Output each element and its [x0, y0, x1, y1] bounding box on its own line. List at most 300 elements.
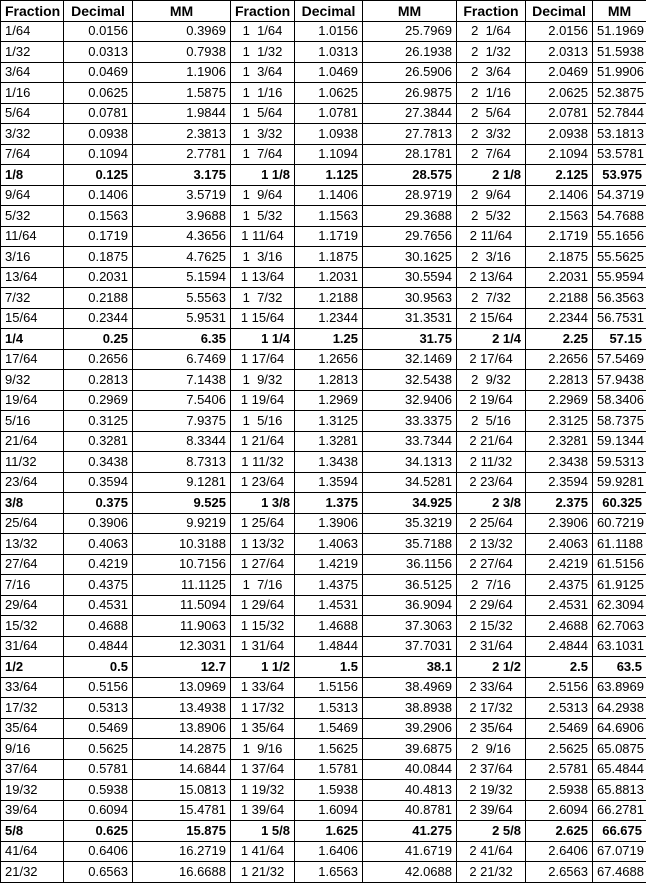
cell-decimal: 1.2656 [295, 349, 363, 370]
table-row [1, 800, 646, 821]
cell-mm: 4.7625 [133, 247, 231, 268]
cell-fraction: 2 5/64 [457, 103, 526, 124]
cell-fraction: 17/32 [1, 698, 64, 719]
cell-fraction: 1 11/32 [231, 452, 295, 473]
cell-fraction: 2 7/32 [457, 288, 526, 309]
cell-mm: 52.3875 [593, 83, 646, 104]
cell-decimal: 0.4375 [64, 575, 133, 596]
cell-decimal: 2.0313 [526, 42, 593, 63]
cell-fraction: 2 9/32 [457, 370, 526, 391]
cell-mm: 66.675 [593, 821, 646, 842]
cell-fraction: 1 1/2 [231, 657, 295, 678]
cell-fraction: 1 5/16 [231, 411, 295, 432]
cell-mm: 34.5281 [363, 472, 457, 493]
cell-fraction: 2 13/64 [457, 267, 526, 288]
cell-fraction: 1/8 [1, 165, 64, 186]
table-row [1, 554, 646, 575]
cell-fraction: 2 19/32 [457, 780, 526, 801]
cell-fraction: 9/64 [1, 185, 64, 206]
cell-mm: 37.7031 [363, 636, 457, 657]
cell-fraction: 19/64 [1, 390, 64, 411]
cell-fraction: 2 13/32 [457, 534, 526, 555]
cell-decimal: 2.0156 [526, 21, 593, 42]
cell-fraction: 1 23/64 [231, 472, 295, 493]
cell-decimal: 0.4531 [64, 595, 133, 616]
cell-mm: 59.5313 [593, 452, 646, 473]
cell-mm: 37.3063 [363, 616, 457, 637]
cell-decimal: 1.0938 [295, 124, 363, 145]
cell-mm: 58.7375 [593, 411, 646, 432]
cell-decimal: 0.0938 [64, 124, 133, 145]
cell-fraction: 1 7/16 [231, 575, 295, 596]
cell-decimal: 0.0469 [64, 62, 133, 83]
cell-fraction: 21/64 [1, 431, 64, 452]
cell-mm: 57.5469 [593, 349, 646, 370]
cell-mm: 34.1313 [363, 452, 457, 473]
cell-fraction: 1 3/64 [231, 62, 295, 83]
cell-mm: 61.1188 [593, 534, 646, 555]
header-row [1, 1, 646, 22]
cell-decimal: 2.1406 [526, 185, 593, 206]
cell-decimal: 0.1563 [64, 206, 133, 227]
cell-fraction: 1 9/32 [231, 370, 295, 391]
cell-decimal: 1.3906 [295, 513, 363, 534]
cell-fraction: 2 3/16 [457, 247, 526, 268]
cell-decimal: 1.0313 [295, 42, 363, 63]
cell-fraction: 1 29/64 [231, 595, 295, 616]
cell-mm: 62.7063 [593, 616, 646, 637]
cell-mm: 14.6844 [133, 759, 231, 780]
cell-mm: 33.7344 [363, 431, 457, 452]
cell-mm: 9.1281 [133, 472, 231, 493]
cell-mm: 40.4813 [363, 780, 457, 801]
cell-mm: 64.2938 [593, 698, 646, 719]
header-mm: MM [593, 1, 646, 22]
cell-mm: 11.1125 [133, 575, 231, 596]
cell-mm: 12.3031 [133, 636, 231, 657]
cell-fraction: 1 33/64 [231, 677, 295, 698]
cell-mm: 28.1781 [363, 144, 457, 165]
table-row [1, 83, 646, 104]
cell-decimal: 2.3281 [526, 431, 593, 452]
cell-fraction: 37/64 [1, 759, 64, 780]
cell-mm: 34.925 [363, 493, 457, 514]
cell-mm: 56.3563 [593, 288, 646, 309]
cell-decimal: 0.5156 [64, 677, 133, 698]
cell-fraction: 1 1/64 [231, 21, 295, 42]
cell-fraction: 15/64 [1, 308, 64, 329]
cell-mm: 30.9563 [363, 288, 457, 309]
cell-decimal: 0.1719 [64, 226, 133, 247]
cell-decimal: 0.3438 [64, 452, 133, 473]
cell-decimal: 1.3594 [295, 472, 363, 493]
cell-fraction: 1 19/32 [231, 780, 295, 801]
cell-mm: 61.5156 [593, 554, 646, 575]
cell-mm: 27.3844 [363, 103, 457, 124]
cell-decimal: 1.4531 [295, 595, 363, 616]
cell-mm: 51.9906 [593, 62, 646, 83]
cell-decimal: 0.0156 [64, 21, 133, 42]
cell-fraction: 1/2 [1, 657, 64, 678]
cell-fraction: 2 31/64 [457, 636, 526, 657]
table-row [1, 267, 646, 288]
cell-mm: 26.9875 [363, 83, 457, 104]
cell-fraction: 2 1/64 [457, 21, 526, 42]
table-row [1, 821, 646, 842]
cell-decimal: 2.1563 [526, 206, 593, 227]
cell-decimal: 2.4688 [526, 616, 593, 637]
cell-mm: 53.975 [593, 165, 646, 186]
cell-fraction: 2 25/64 [457, 513, 526, 534]
cell-mm: 54.7688 [593, 206, 646, 227]
cell-fraction: 1/4 [1, 329, 64, 350]
cell-decimal: 0.4063 [64, 534, 133, 555]
table-row [1, 595, 646, 616]
cell-decimal: 1.4688 [295, 616, 363, 637]
cell-fraction: 1 17/32 [231, 698, 295, 719]
cell-decimal: 1.0156 [295, 21, 363, 42]
cell-mm: 65.8813 [593, 780, 646, 801]
cell-mm: 32.1469 [363, 349, 457, 370]
table-row [1, 144, 646, 165]
cell-mm: 51.1969 [593, 21, 646, 42]
cell-mm: 66.2781 [593, 800, 646, 821]
table-body [1, 21, 646, 882]
cell-fraction: 1 3/16 [231, 247, 295, 268]
table-row [1, 103, 646, 124]
table-row [1, 677, 646, 698]
cell-fraction: 19/32 [1, 780, 64, 801]
cell-decimal: 0.2813 [64, 370, 133, 391]
header-fraction: Fraction [231, 1, 295, 22]
cell-mm: 0.7938 [133, 42, 231, 63]
cell-fraction: 2 1/2 [457, 657, 526, 678]
cell-mm: 8.7313 [133, 452, 231, 473]
cell-mm: 9.9219 [133, 513, 231, 534]
cell-mm: 16.2719 [133, 841, 231, 862]
cell-decimal: 2.2188 [526, 288, 593, 309]
cell-fraction: 2 9/16 [457, 739, 526, 760]
cell-mm: 6.7469 [133, 349, 231, 370]
cell-fraction: 2 41/64 [457, 841, 526, 862]
cell-mm: 7.1438 [133, 370, 231, 391]
cell-mm: 33.3375 [363, 411, 457, 432]
cell-fraction: 11/32 [1, 452, 64, 473]
table-row [1, 657, 646, 678]
cell-fraction: 17/64 [1, 349, 64, 370]
cell-fraction: 2 17/64 [457, 349, 526, 370]
cell-decimal: 1.0625 [295, 83, 363, 104]
cell-mm: 53.1813 [593, 124, 646, 145]
cell-fraction: 2 3/8 [457, 493, 526, 514]
cell-fraction: 1 31/64 [231, 636, 295, 657]
cell-decimal: 1.3125 [295, 411, 363, 432]
cell-decimal: 0.125 [64, 165, 133, 186]
cell-fraction: 1 1/8 [231, 165, 295, 186]
cell-decimal: 2.1094 [526, 144, 593, 165]
cell-decimal: 1.0469 [295, 62, 363, 83]
cell-mm: 54.3719 [593, 185, 646, 206]
cell-fraction: 2 1/16 [457, 83, 526, 104]
cell-mm: 9.525 [133, 493, 231, 514]
cell-decimal: 1.6406 [295, 841, 363, 862]
cell-fraction: 2 5/32 [457, 206, 526, 227]
cell-fraction: 1/16 [1, 83, 64, 104]
cell-fraction: 11/64 [1, 226, 64, 247]
cell-fraction: 3/8 [1, 493, 64, 514]
cell-fraction: 2 35/64 [457, 718, 526, 739]
table-row [1, 862, 646, 883]
cell-fraction: 2 17/32 [457, 698, 526, 719]
cell-mm: 59.1344 [593, 431, 646, 452]
cell-fraction: 2 1/8 [457, 165, 526, 186]
cell-decimal: 1.1719 [295, 226, 363, 247]
cell-decimal: 2.375 [526, 493, 593, 514]
cell-fraction: 25/64 [1, 513, 64, 534]
cell-fraction: 9/16 [1, 739, 64, 760]
table-row [1, 124, 646, 145]
cell-decimal: 0.3906 [64, 513, 133, 534]
cell-mm: 13.0969 [133, 677, 231, 698]
table-row [1, 185, 646, 206]
cell-fraction: 1 11/64 [231, 226, 295, 247]
cell-decimal: 0.2188 [64, 288, 133, 309]
cell-decimal: 2.5469 [526, 718, 593, 739]
cell-mm: 61.9125 [593, 575, 646, 596]
cell-fraction: 2 7/16 [457, 575, 526, 596]
table-row [1, 62, 646, 83]
cell-mm: 27.7813 [363, 124, 457, 145]
cell-mm: 40.0844 [363, 759, 457, 780]
cell-mm: 39.2906 [363, 718, 457, 739]
cell-fraction: 1 25/64 [231, 513, 295, 534]
cell-mm: 52.7844 [593, 103, 646, 124]
cell-mm: 59.9281 [593, 472, 646, 493]
cell-mm: 16.6688 [133, 862, 231, 883]
cell-decimal: 2.6094 [526, 800, 593, 821]
cell-mm: 1.5875 [133, 83, 231, 104]
table-row [1, 780, 646, 801]
cell-fraction: 5/32 [1, 206, 64, 227]
cell-mm: 55.5625 [593, 247, 646, 268]
cell-decimal: 1.3281 [295, 431, 363, 452]
cell-mm: 39.6875 [363, 739, 457, 760]
cell-mm: 7.5406 [133, 390, 231, 411]
table-row [1, 390, 646, 411]
cell-decimal: 0.4688 [64, 616, 133, 637]
cell-mm: 11.5094 [133, 595, 231, 616]
cell-decimal: 2.1875 [526, 247, 593, 268]
cell-decimal: 2.2813 [526, 370, 593, 391]
table-row [1, 288, 646, 309]
cell-fraction: 1 19/64 [231, 390, 295, 411]
cell-mm: 41.275 [363, 821, 457, 842]
cell-decimal: 2.2031 [526, 267, 593, 288]
cell-decimal: 0.6563 [64, 862, 133, 883]
cell-decimal: 1.6563 [295, 862, 363, 883]
cell-decimal: 0.3125 [64, 411, 133, 432]
cell-mm: 30.1625 [363, 247, 457, 268]
cell-mm: 5.1594 [133, 267, 231, 288]
cell-mm: 65.4844 [593, 759, 646, 780]
cell-decimal: 1.375 [295, 493, 363, 514]
cell-mm: 14.2875 [133, 739, 231, 760]
cell-decimal: 2.0469 [526, 62, 593, 83]
cell-decimal: 0.6406 [64, 841, 133, 862]
cell-decimal: 2.1719 [526, 226, 593, 247]
table-row [1, 575, 646, 596]
cell-mm: 31.3531 [363, 308, 457, 329]
cell-decimal: 2.5938 [526, 780, 593, 801]
table-row [1, 411, 646, 432]
cell-fraction: 1 15/32 [231, 616, 295, 637]
cell-decimal: 1.4844 [295, 636, 363, 657]
cell-fraction: 1 3/32 [231, 124, 295, 145]
cell-mm: 5.5563 [133, 288, 231, 309]
cell-mm: 36.9094 [363, 595, 457, 616]
cell-decimal: 1.2031 [295, 267, 363, 288]
cell-mm: 36.1156 [363, 554, 457, 575]
cell-fraction: 41/64 [1, 841, 64, 862]
cell-mm: 7.9375 [133, 411, 231, 432]
table-row [1, 42, 646, 63]
cell-decimal: 2.3125 [526, 411, 593, 432]
table-row [1, 616, 646, 637]
cell-fraction: 2 9/64 [457, 185, 526, 206]
cell-fraction: 7/16 [1, 575, 64, 596]
cell-mm: 13.4938 [133, 698, 231, 719]
header-decimal: Decimal [526, 1, 593, 22]
cell-decimal: 2.2656 [526, 349, 593, 370]
cell-fraction: 23/64 [1, 472, 64, 493]
cell-decimal: 1.5625 [295, 739, 363, 760]
cell-decimal: 0.4844 [64, 636, 133, 657]
header-decimal: Decimal [64, 1, 133, 22]
cell-fraction: 2 33/64 [457, 677, 526, 698]
cell-decimal: 2.625 [526, 821, 593, 842]
cell-decimal: 2.6406 [526, 841, 593, 862]
table-row [1, 718, 646, 739]
cell-mm: 41.6719 [363, 841, 457, 862]
cell-decimal: 1.4063 [295, 534, 363, 555]
cell-mm: 38.4969 [363, 677, 457, 698]
cell-decimal: 1.2344 [295, 308, 363, 329]
cell-mm: 35.7188 [363, 534, 457, 555]
cell-mm: 30.5594 [363, 267, 457, 288]
cell-decimal: 0.5313 [64, 698, 133, 719]
cell-decimal: 1.1406 [295, 185, 363, 206]
cell-fraction: 2 37/64 [457, 759, 526, 780]
cell-decimal: 0.0313 [64, 42, 133, 63]
cell-mm: 63.8969 [593, 677, 646, 698]
cell-decimal: 1.625 [295, 821, 363, 842]
cell-decimal: 1.3438 [295, 452, 363, 473]
cell-mm: 55.9594 [593, 267, 646, 288]
cell-decimal: 2.4531 [526, 595, 593, 616]
cell-fraction: 2 11/32 [457, 452, 526, 473]
cell-decimal: 2.0625 [526, 83, 593, 104]
header-decimal: Decimal [295, 1, 363, 22]
cell-mm: 58.3406 [593, 390, 646, 411]
cell-fraction: 1 35/64 [231, 718, 295, 739]
cell-decimal: 0.625 [64, 821, 133, 842]
cell-mm: 57.9438 [593, 370, 646, 391]
header-mm: MM [133, 1, 231, 22]
cell-decimal: 0.5625 [64, 739, 133, 760]
cell-decimal: 1.1875 [295, 247, 363, 268]
cell-decimal: 1.1094 [295, 144, 363, 165]
cell-fraction: 35/64 [1, 718, 64, 739]
cell-fraction: 5/64 [1, 103, 64, 124]
cell-fraction: 1/32 [1, 42, 64, 63]
cell-mm: 35.3219 [363, 513, 457, 534]
cell-decimal: 2.4375 [526, 575, 593, 596]
cell-fraction: 2 21/32 [457, 862, 526, 883]
cell-mm: 25.7969 [363, 21, 457, 42]
cell-decimal: 2.5781 [526, 759, 593, 780]
cell-mm: 29.7656 [363, 226, 457, 247]
cell-mm: 62.3094 [593, 595, 646, 616]
cell-decimal: 0.0625 [64, 83, 133, 104]
table-row [1, 513, 646, 534]
cell-mm: 0.3969 [133, 21, 231, 42]
cell-decimal: 0.1094 [64, 144, 133, 165]
cell-decimal: 1.5 [295, 657, 363, 678]
cell-decimal: 0.2344 [64, 308, 133, 329]
cell-fraction: 7/64 [1, 144, 64, 165]
cell-decimal: 1.0781 [295, 103, 363, 124]
cell-fraction: 5/8 [1, 821, 64, 842]
cell-mm: 28.575 [363, 165, 457, 186]
cell-decimal: 1.1563 [295, 206, 363, 227]
cell-mm: 3.9688 [133, 206, 231, 227]
cell-fraction: 1 13/32 [231, 534, 295, 555]
cell-decimal: 2.2969 [526, 390, 593, 411]
cell-fraction: 2 23/64 [457, 472, 526, 493]
table-row [1, 349, 646, 370]
cell-fraction: 1 7/32 [231, 288, 295, 309]
cell-decimal: 2.6563 [526, 862, 593, 883]
cell-fraction: 3/16 [1, 247, 64, 268]
cell-decimal: 2.3594 [526, 472, 593, 493]
table-row [1, 308, 646, 329]
cell-fraction: 2 27/64 [457, 554, 526, 575]
cell-decimal: 0.2969 [64, 390, 133, 411]
cell-decimal: 2.0781 [526, 103, 593, 124]
cell-mm: 15.0813 [133, 780, 231, 801]
cell-mm: 31.75 [363, 329, 457, 350]
cell-fraction: 1 1/16 [231, 83, 295, 104]
cell-mm: 11.9063 [133, 616, 231, 637]
cell-decimal: 1.25 [295, 329, 363, 350]
cell-decimal: 0.1875 [64, 247, 133, 268]
cell-fraction: 1 9/16 [231, 739, 295, 760]
cell-decimal: 0.5938 [64, 780, 133, 801]
cell-mm: 4.3656 [133, 226, 231, 247]
cell-fraction: 1 37/64 [231, 759, 295, 780]
cell-mm: 1.1906 [133, 62, 231, 83]
table-row [1, 206, 646, 227]
header-fraction: Fraction [457, 1, 526, 22]
cell-fraction: 5/16 [1, 411, 64, 432]
cell-fraction: 9/32 [1, 370, 64, 391]
table-row [1, 493, 646, 514]
cell-decimal: 1.4219 [295, 554, 363, 575]
cell-mm: 67.0719 [593, 841, 646, 862]
cell-mm: 26.5906 [363, 62, 457, 83]
cell-decimal: 2.4063 [526, 534, 593, 555]
cell-decimal: 1.2813 [295, 370, 363, 391]
